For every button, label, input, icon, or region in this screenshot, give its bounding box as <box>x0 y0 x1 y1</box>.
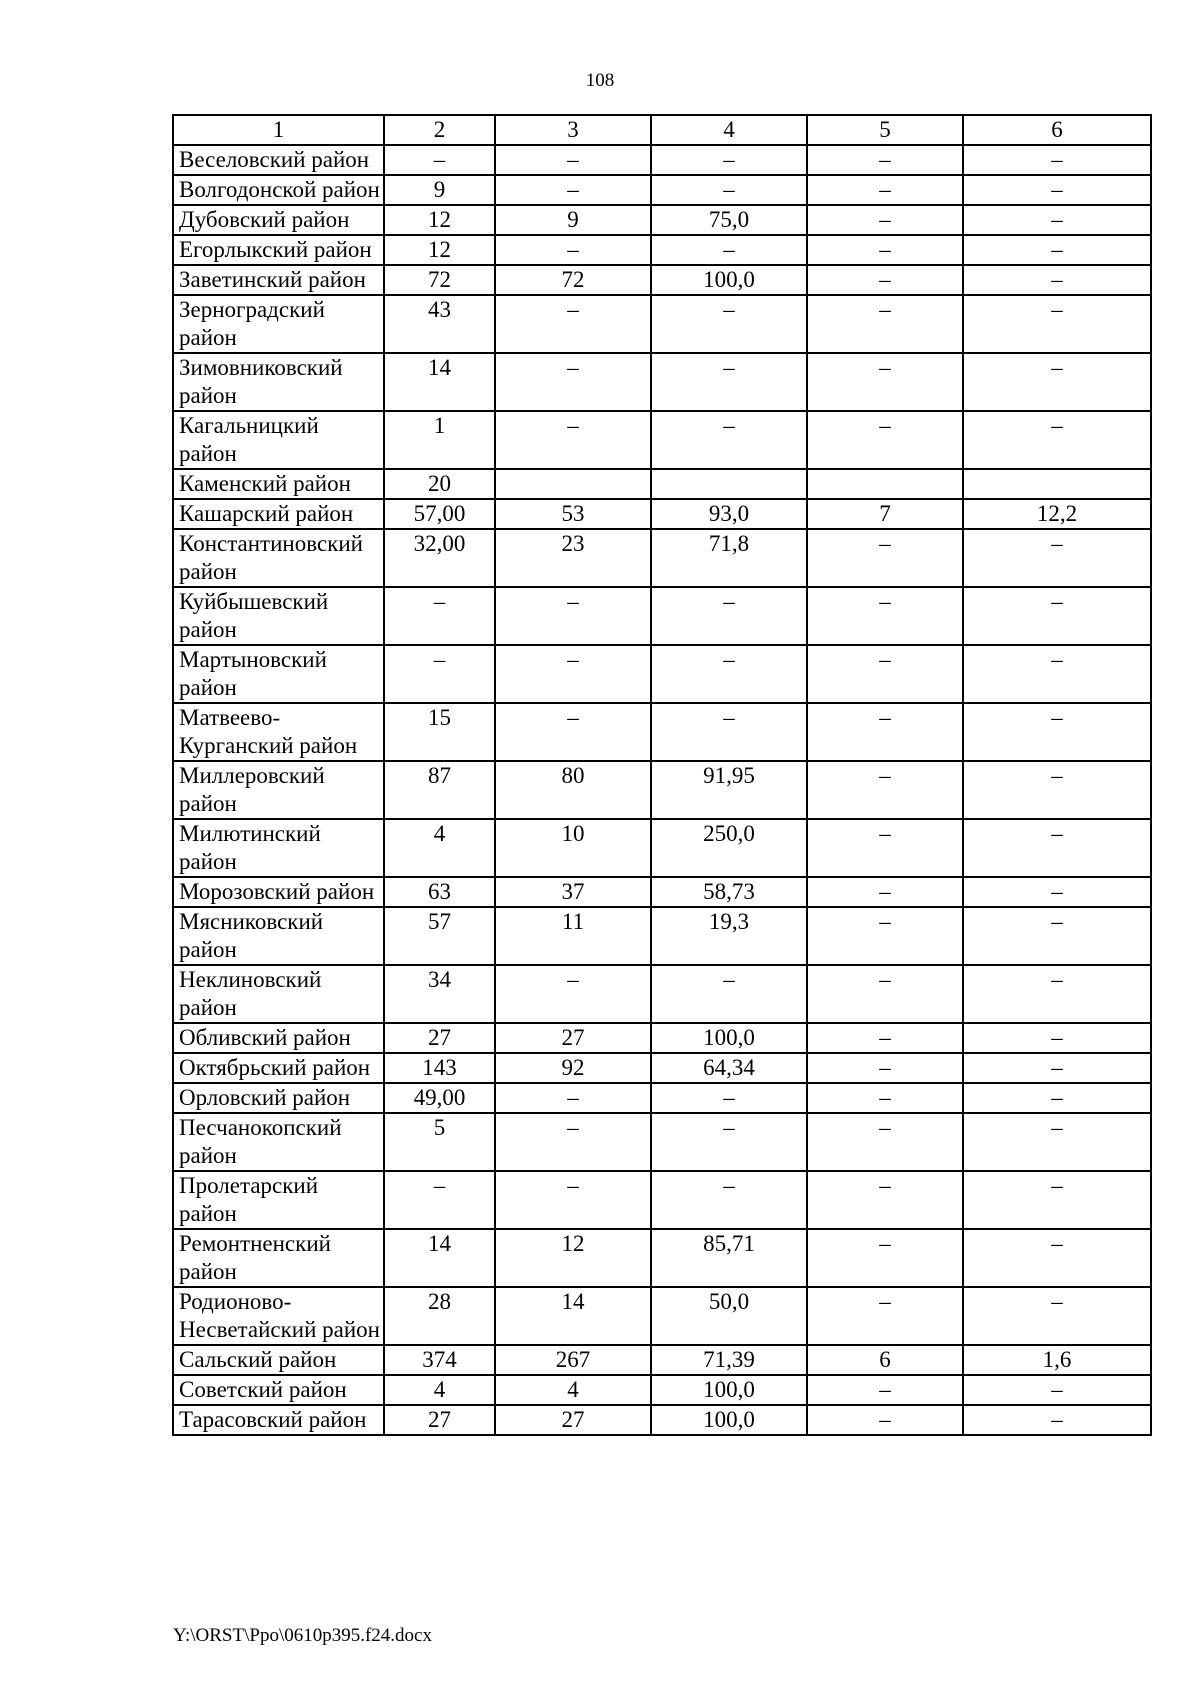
table-row <box>173 175 1151 205</box>
value-cell-col-4: 19,3 <box>651 907 807 965</box>
value-cell-col-4: – <box>651 295 807 353</box>
table-row <box>173 205 1151 235</box>
header-cell: 2 <box>384 115 495 145</box>
value-cell-col-4: 85,71 <box>651 1229 807 1287</box>
value-cell-col-2: 27 <box>384 1023 495 1053</box>
district-name-cell: Дубовский район <box>173 205 384 235</box>
value-cell-col-3: – <box>495 145 651 175</box>
district-name-cell: Сальский район <box>173 1345 384 1375</box>
value-cell-col-3: – <box>495 645 651 703</box>
value-cell-col-2: 14 <box>384 1229 495 1287</box>
value-cell-col-3 <box>495 469 651 499</box>
value-cell-col-2: 1 <box>384 411 495 469</box>
table-row <box>173 353 1151 411</box>
footer-file-path: Y:\ORST\Ppo\0610p395.f24.docx <box>173 1625 432 1646</box>
value-cell-col-4: 50,0 <box>651 1287 807 1345</box>
value-cell-col-6: 12,2 <box>963 499 1151 529</box>
table-row <box>173 1229 1151 1287</box>
value-cell-col-5: – <box>807 1113 963 1171</box>
district-name-cell: Зимовниковский район <box>173 353 384 411</box>
table-row <box>173 645 1151 703</box>
value-cell-col-3: – <box>495 295 651 353</box>
district-table <box>172 114 1152 1436</box>
value-cell-col-6: – <box>963 175 1151 205</box>
value-cell-col-4: 100,0 <box>651 1375 807 1405</box>
table-row <box>173 529 1151 587</box>
value-cell-col-3: 11 <box>495 907 651 965</box>
value-cell-col-6: – <box>963 353 1151 411</box>
value-cell-col-3: 53 <box>495 499 651 529</box>
table-row <box>173 499 1151 529</box>
value-cell-col-6: – <box>963 587 1151 645</box>
district-name-cell: Родионово-Несветайский район <box>173 1287 384 1345</box>
value-cell-col-3: 72 <box>495 265 651 295</box>
value-cell-col-6: – <box>963 1113 1151 1171</box>
district-name-cell: Мартыновский район <box>173 645 384 703</box>
value-cell-col-5: – <box>807 205 963 235</box>
value-cell-col-5: 7 <box>807 499 963 529</box>
value-cell-col-5: – <box>807 265 963 295</box>
value-cell-col-4: 71,39 <box>651 1345 807 1375</box>
value-cell-col-4: 75,0 <box>651 205 807 235</box>
value-cell-col-4: – <box>651 965 807 1023</box>
value-cell-col-2: 27 <box>384 1405 495 1435</box>
value-cell-col-6: – <box>963 529 1151 587</box>
value-cell-col-3: 4 <box>495 1375 651 1405</box>
table-row <box>173 1345 1151 1375</box>
value-cell-col-3: – <box>495 235 651 265</box>
value-cell-col-2: 143 <box>384 1053 495 1083</box>
value-cell-col-6: – <box>963 235 1151 265</box>
value-cell-col-3: – <box>495 353 651 411</box>
value-cell-col-2: 4 <box>384 1375 495 1405</box>
district-name-cell: Орловский район <box>173 1083 384 1113</box>
district-name-cell: Зерноградский район <box>173 295 384 353</box>
district-name-cell: Мясниковский район <box>173 907 384 965</box>
value-cell-col-4 <box>651 469 807 499</box>
value-cell-col-4: – <box>651 353 807 411</box>
value-cell-col-5 <box>807 469 963 499</box>
value-cell-col-4: 100,0 <box>651 1023 807 1053</box>
value-cell-col-3: 92 <box>495 1053 651 1083</box>
value-cell-col-3: 23 <box>495 529 651 587</box>
value-cell-col-2: 57 <box>384 907 495 965</box>
value-cell-col-3: 10 <box>495 819 651 877</box>
value-cell-col-6: – <box>963 1053 1151 1083</box>
district-name-cell: Ремонтненский район <box>173 1229 384 1287</box>
value-cell-col-5: – <box>807 1405 963 1435</box>
value-cell-col-2: 72 <box>384 265 495 295</box>
value-cell-col-6: 1,6 <box>963 1345 1151 1375</box>
value-cell-col-6: – <box>963 1287 1151 1345</box>
table-row <box>173 469 1151 499</box>
table-row <box>173 1171 1151 1229</box>
value-cell-col-6: – <box>963 1023 1151 1053</box>
table-row <box>173 761 1151 819</box>
district-name-cell: Неклиновский район <box>173 965 384 1023</box>
value-cell-col-5: – <box>807 877 963 907</box>
value-cell-col-5: – <box>807 703 963 761</box>
table-row <box>173 1287 1151 1345</box>
table-row <box>173 1053 1151 1083</box>
value-cell-col-5: – <box>807 295 963 353</box>
value-cell-col-2: 32,00 <box>384 529 495 587</box>
value-cell-col-6: – <box>963 877 1151 907</box>
value-cell-col-6 <box>963 469 1151 499</box>
district-name-cell: Волгодонской район <box>173 175 384 205</box>
value-cell-col-3: – <box>495 175 651 205</box>
value-cell-col-5: – <box>807 1083 963 1113</box>
value-cell-col-3: – <box>495 965 651 1023</box>
value-cell-col-2: – <box>384 145 495 175</box>
value-cell-col-5: – <box>807 1375 963 1405</box>
value-cell-col-2: 12 <box>384 205 495 235</box>
value-cell-col-5: – <box>807 1171 963 1229</box>
value-cell-col-2: – <box>384 587 495 645</box>
value-cell-col-3: – <box>495 587 651 645</box>
value-cell-col-4: – <box>651 587 807 645</box>
district-name-cell: Кашарский район <box>173 499 384 529</box>
district-name-cell: Обливский район <box>173 1023 384 1053</box>
value-cell-col-6: – <box>963 265 1151 295</box>
district-name-cell: Пролетарский район <box>173 1171 384 1229</box>
value-cell-col-6: – <box>963 819 1151 877</box>
table-row <box>173 587 1151 645</box>
value-cell-col-4: – <box>651 645 807 703</box>
table-row <box>173 877 1151 907</box>
value-cell-col-4: 100,0 <box>651 265 807 295</box>
value-cell-col-2: 5 <box>384 1113 495 1171</box>
value-cell-col-4: – <box>651 1171 807 1229</box>
value-cell-col-5: – <box>807 587 963 645</box>
district-name-cell: Кагальницкий район <box>173 411 384 469</box>
page-number: 108 <box>585 70 615 91</box>
value-cell-col-5: – <box>807 353 963 411</box>
value-cell-col-4: 71,8 <box>651 529 807 587</box>
value-cell-col-5: – <box>807 1053 963 1083</box>
district-name-cell: Морозовский район <box>173 877 384 907</box>
district-name-cell: Тарасовский район <box>173 1405 384 1435</box>
table-row <box>173 295 1151 353</box>
value-cell-col-2: 87 <box>384 761 495 819</box>
value-cell-col-6: – <box>963 1083 1151 1113</box>
district-name-cell: Веселовский район <box>173 145 384 175</box>
value-cell-col-2: – <box>384 645 495 703</box>
value-cell-col-4: 58,73 <box>651 877 807 907</box>
table-row <box>173 265 1151 295</box>
district-name-cell: Милютинский район <box>173 819 384 877</box>
district-name-cell: Куйбышевский район <box>173 587 384 645</box>
table-header-row <box>173 115 1151 145</box>
value-cell-col-6: – <box>963 1405 1151 1435</box>
table-row <box>173 1083 1151 1113</box>
value-cell-col-3: 9 <box>495 205 651 235</box>
value-cell-col-5: – <box>807 175 963 205</box>
value-cell-col-3: 80 <box>495 761 651 819</box>
value-cell-col-6: – <box>963 1375 1151 1405</box>
value-cell-col-2: 43 <box>384 295 495 353</box>
value-cell-col-3: – <box>495 1171 651 1229</box>
value-cell-col-2: 57,00 <box>384 499 495 529</box>
value-cell-col-5: – <box>807 145 963 175</box>
value-cell-col-3: 14 <box>495 1287 651 1345</box>
value-cell-col-2: 28 <box>384 1287 495 1345</box>
value-cell-col-4: – <box>651 703 807 761</box>
value-cell-col-6: – <box>963 1229 1151 1287</box>
value-cell-col-6: – <box>963 965 1151 1023</box>
table-row <box>173 907 1151 965</box>
value-cell-col-6: – <box>963 703 1151 761</box>
value-cell-col-4: – <box>651 175 807 205</box>
district-name-cell: Матвеево-Курганский район <box>173 703 384 761</box>
value-cell-col-4: 250,0 <box>651 819 807 877</box>
value-cell-col-3: 12 <box>495 1229 651 1287</box>
value-cell-col-2: 49,00 <box>384 1083 495 1113</box>
table-row <box>173 703 1151 761</box>
value-cell-col-5: – <box>807 645 963 703</box>
table-row <box>173 965 1151 1023</box>
value-cell-col-2: 12 <box>384 235 495 265</box>
table-row <box>173 1375 1151 1405</box>
value-cell-col-5: – <box>807 761 963 819</box>
value-cell-col-6: – <box>963 1171 1151 1229</box>
value-cell-col-3: 37 <box>495 877 651 907</box>
value-cell-col-2: 15 <box>384 703 495 761</box>
value-cell-col-5: – <box>807 1229 963 1287</box>
value-cell-col-3: – <box>495 703 651 761</box>
value-cell-col-5: – <box>807 1023 963 1053</box>
district-name-cell: Песчанокопский район <box>173 1113 384 1171</box>
value-cell-col-2: 63 <box>384 877 495 907</box>
value-cell-col-6: – <box>963 145 1151 175</box>
value-cell-col-5: – <box>807 965 963 1023</box>
value-cell-col-5: – <box>807 1287 963 1345</box>
value-cell-col-3: – <box>495 411 651 469</box>
value-cell-col-5: – <box>807 411 963 469</box>
value-cell-col-4: 91,95 <box>651 761 807 819</box>
value-cell-col-3: 267 <box>495 1345 651 1375</box>
value-cell-col-5: – <box>807 819 963 877</box>
value-cell-col-6: – <box>963 411 1151 469</box>
value-cell-col-3: 27 <box>495 1405 651 1435</box>
value-cell-col-4: – <box>651 411 807 469</box>
table-row <box>173 1113 1151 1171</box>
value-cell-col-2: 20 <box>384 469 495 499</box>
district-name-cell: Егорлыкский район <box>173 235 384 265</box>
district-name-cell: Советский район <box>173 1375 384 1405</box>
value-cell-col-6: – <box>963 205 1151 235</box>
value-cell-col-4: 100,0 <box>651 1405 807 1435</box>
value-cell-col-3: 27 <box>495 1023 651 1053</box>
value-cell-col-4: – <box>651 145 807 175</box>
table-row <box>173 235 1151 265</box>
value-cell-col-5: – <box>807 235 963 265</box>
value-cell-col-2: 374 <box>384 1345 495 1375</box>
value-cell-col-6: – <box>963 761 1151 819</box>
value-cell-col-5: – <box>807 529 963 587</box>
value-cell-col-6: – <box>963 295 1151 353</box>
value-cell-col-4: 64,34 <box>651 1053 807 1083</box>
header-cell: 1 <box>173 115 384 145</box>
district-name-cell: Константиновский район <box>173 529 384 587</box>
table-row <box>173 411 1151 469</box>
header-cell: 4 <box>651 115 807 145</box>
table-row <box>173 1023 1151 1053</box>
header-cell: 5 <box>807 115 963 145</box>
header-cell: 6 <box>963 115 1151 145</box>
table-row <box>173 145 1151 175</box>
value-cell-col-4: – <box>651 1083 807 1113</box>
value-cell-col-6: – <box>963 907 1151 965</box>
value-cell-col-2: 14 <box>384 353 495 411</box>
value-cell-col-3: – <box>495 1113 651 1171</box>
table-row <box>173 819 1151 877</box>
value-cell-col-6: – <box>963 645 1151 703</box>
value-cell-col-3: – <box>495 1083 651 1113</box>
table-row <box>173 1405 1151 1435</box>
district-name-cell: Миллеровский район <box>173 761 384 819</box>
value-cell-col-4: 93,0 <box>651 499 807 529</box>
value-cell-col-4: – <box>651 1113 807 1171</box>
value-cell-col-5: 6 <box>807 1345 963 1375</box>
value-cell-col-2: 34 <box>384 965 495 1023</box>
value-cell-col-4: – <box>651 235 807 265</box>
value-cell-col-2: 4 <box>384 819 495 877</box>
value-cell-col-5: – <box>807 907 963 965</box>
district-name-cell: Октябрьский район <box>173 1053 384 1083</box>
district-name-cell: Каменский район <box>173 469 384 499</box>
header-cell: 3 <box>495 115 651 145</box>
district-name-cell: Заветинский район <box>173 265 384 295</box>
value-cell-col-2: 9 <box>384 175 495 205</box>
value-cell-col-2: – <box>384 1171 495 1229</box>
